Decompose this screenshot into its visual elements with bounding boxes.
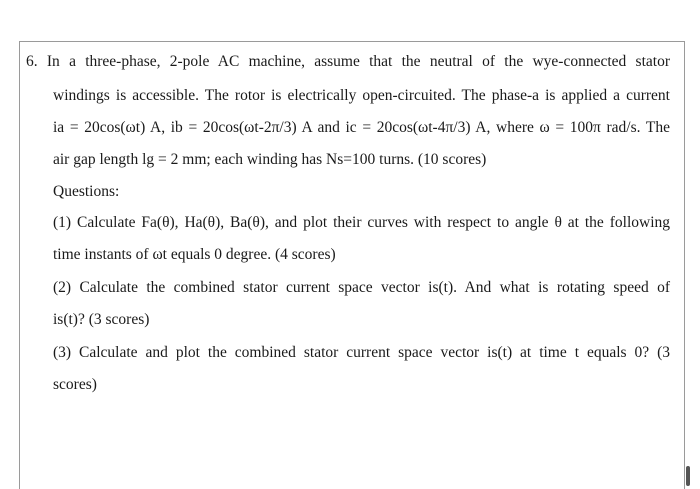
questions-label: Questions: xyxy=(53,183,120,200)
question-2-line-1: (2) Calculate the combined stator current space vector is(t). And what is rotating speed of xyxy=(53,279,670,296)
scrollbar-thumb[interactable] xyxy=(686,466,690,486)
question-3-line-1: (3) Calculate and plot the combined stator current space vector is(t) at time t equals 0? (3 xyxy=(53,344,670,361)
question-2-line-2: is(t)? (3 scores) xyxy=(53,311,150,328)
question-1-line-2: time instants of ωt equals 0 degree. (4 scores) xyxy=(53,246,336,263)
problem-line-3: ia = 20cos(ωt) A, ib = 20cos(ωt-2π/3) A and ic = 20cos(ωt-4π/3) A, where ω = 100π rad/s. The xyxy=(53,119,670,136)
problem-frame xyxy=(19,41,685,489)
question-3-line-2: scores) xyxy=(53,376,97,393)
question-1-line-1: (1) Calculate Fa(θ), Ha(θ), Ba(θ), and plot their curves with respect to angle θ at the following xyxy=(53,214,670,231)
problem-line-1: 6. In a three-phase, 2-pole AC machine, assume that the neutral of the wye-connected stator xyxy=(26,53,670,70)
problem-line-4: air gap length lg = 2 mm; each winding has Ns=100 turns. (10 scores) xyxy=(53,151,487,168)
problem-line-2: windings is accessible. The rotor is electrically open-circuited. The phase-a is applied a current xyxy=(53,87,670,104)
